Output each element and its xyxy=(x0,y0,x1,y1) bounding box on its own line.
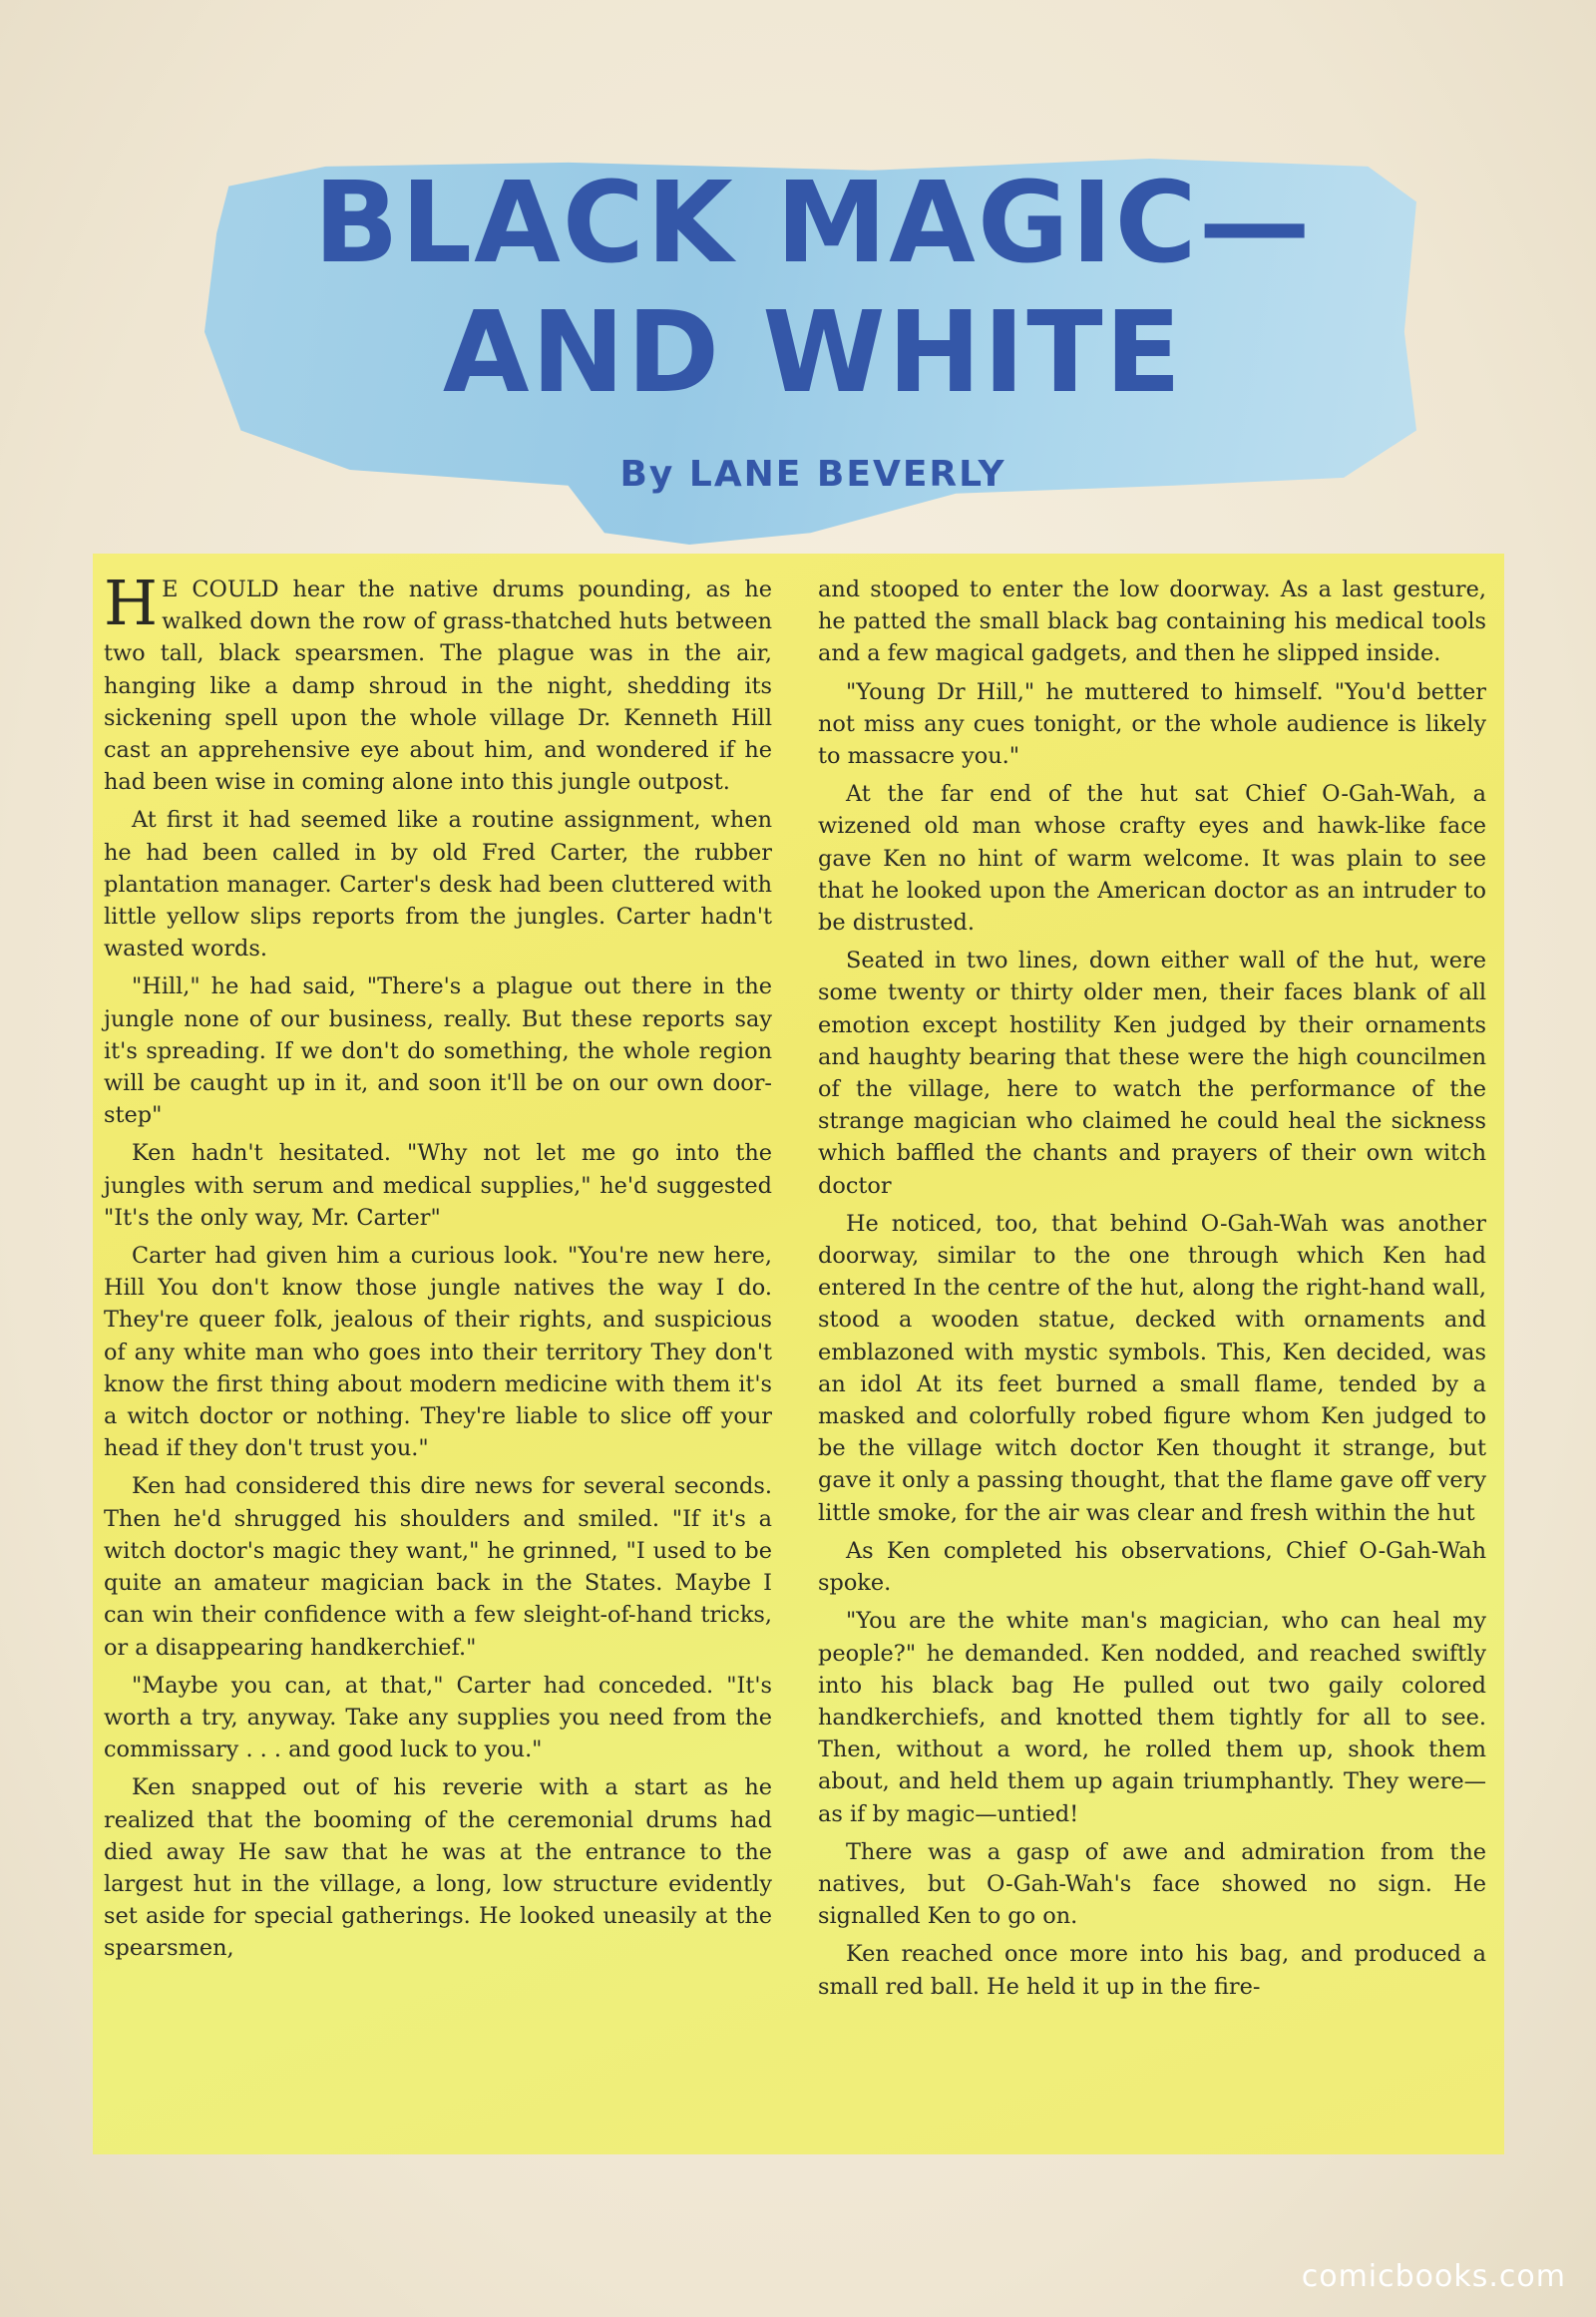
story-paragraph: "Hill," he had said, "There's a plague out there in the jungle none of our business, really. But these reports say it's spreading. If we don't do something, the whole region will be caught up in it, and soon it'll be on our own door-step" xyxy=(104,973,772,1129)
author-byline: By LANE BEVERLY xyxy=(619,454,1006,495)
story-paragraph: Carter had given him a curious look. "You're new here, Hill You don't know those jungle natives the way I do. They're queer folk, jealous of their rights, and suspicious of any white man who goes into their territory They don't know the first thing about modern medicine with them it's a witch doctor or nothing. They're liable to slice off your head if they don't trust you." xyxy=(104,1243,772,1462)
story-title-line-2: AND WHITE xyxy=(442,288,1184,418)
story-column-right xyxy=(818,574,1486,2009)
story-paragraph: Ken had considered this dire news for several seconds. Then he'd shrugged his shoulders and smiled. "If it's a witch doctor's magic they want," he grinned, "I used to be quite an amateur magician back in the States. Maybe I can win their confidence with a few sleight-of-hand tricks, or a disappearing handkerchief." xyxy=(104,1473,772,1661)
story-paragraph: Seated in two lines, down either wall of the hut, were some twenty or thirty older men, their faces blank of all emotion except hostility Ken judged by their ornaments and haughty bearing that these were the high councilmen of the village, here to watch the performance of the strange magician who claimed he could heal the sickness which baffled the chants and prayers of their own witch doctor xyxy=(818,948,1486,1199)
story-paragraph: "You are the white man's magician, who can heal my people?" he demanded. Ken nodded, and reached swiftly into his black bag He pulled out two gaily colored handkerchiefs, and knotted them tightly for all to see. Then, without a word, he rolled them up, shook them about, and held them up again triumphantly. They were—as if by magic—untied! xyxy=(818,1608,1486,1827)
story-paragraph xyxy=(104,567,772,798)
site-watermark: comicbooks.com xyxy=(1301,2259,1566,2294)
story-column-left xyxy=(104,567,772,1971)
story-paragraph: Ken snapped out of his reverie with a start as he realized that the booming of the ceremonial drums had died away He saw that he was at the entrance to the largest hut in the village, a long, low structure evidently set aside for special gatherings. He looked uneasily at the spearsmen, xyxy=(104,1774,772,1962)
paragraph-text: E COULD hear the native drums pounding, as he walked down the row of grass-thatched huts between two tall, black spearsmen. The plague was in the air, hanging like a damp shroud in the night, shedding its sickening spell upon the whole village Dr. Kenneth Hill cast an apprehensive eye about him, and wondered if he had been wise in coming alone into this jungle outpost. xyxy=(104,577,772,796)
drop-cap: H xyxy=(104,567,159,639)
story-paragraph: Ken reached once more into his bag, and produced a small red ball. He held it up in the fire- xyxy=(818,1941,1486,2000)
story-paragraph: "Maybe you can, at that," Carter had conceded. "It's worth a try, anyway. Take any supplies you need from the commissary . . . and good luck to you." xyxy=(104,1672,772,1763)
story-title-line-1: BLACK MAGIC— xyxy=(313,159,1313,288)
story-paragraph: "Young Dr Hill," he muttered to himself. "You'd better not miss any cues tonight, or the whole audience is likely to massacre you." xyxy=(818,678,1486,770)
story-paragraph: Ken hadn't hesitated. "Why not let me go into the jungles with serum and medical supplies," he'd suggested "It's the only way, Mr. Carter" xyxy=(104,1140,772,1231)
story-paragraph: and stooped to enter the low doorway. As a last gesture, he patted the small black bag containing his medical tools and a few magical gadgets, and then he slipped inside. xyxy=(818,577,1486,667)
story-paragraph: At the far end of the hut sat Chief O-Gah-Wah, a wizened old man whose crafty eyes and hawk-like face gave Ken no hint of warm welcome. It was plain to see that he looked upon the American doctor as an intruder to be distrusted. xyxy=(818,781,1486,937)
story-paragraph: At first it had seemed like a routine assignment, when he had been called in by old Fred Carter, the rubber plantation manager. Carter's desk had been cluttered with little yellow slips reports from the jungles. Carter hadn't wasted words. xyxy=(104,807,772,963)
story-paragraph: There was a gasp of awe and admiration from the natives, but O-Gah-Wah's face showed no sign. He signalled Ken to go on. xyxy=(818,1838,1486,1930)
story-paragraph: As Ken completed his observations, Chief O-Gah-Wah spoke. xyxy=(818,1537,1486,1597)
story-paragraph: He noticed, too, that behind O-Gah-Wah was another doorway, similar to the one through which Ken had entered In the centre of the hut, along the right-hand wall, stood a wooden statue, decked with ornaments and emblazoned with mystic symbols. This, Ken decided, was an idol At its feet burned a small flame, tended by a masked and colorfully robed figure whom Ken judged to be the village witch doctor Ken thought it strange, but gave it only a passing thought, that the flame gave off very little smoke, for the air was clear and fresh within the hut xyxy=(818,1210,1486,1526)
